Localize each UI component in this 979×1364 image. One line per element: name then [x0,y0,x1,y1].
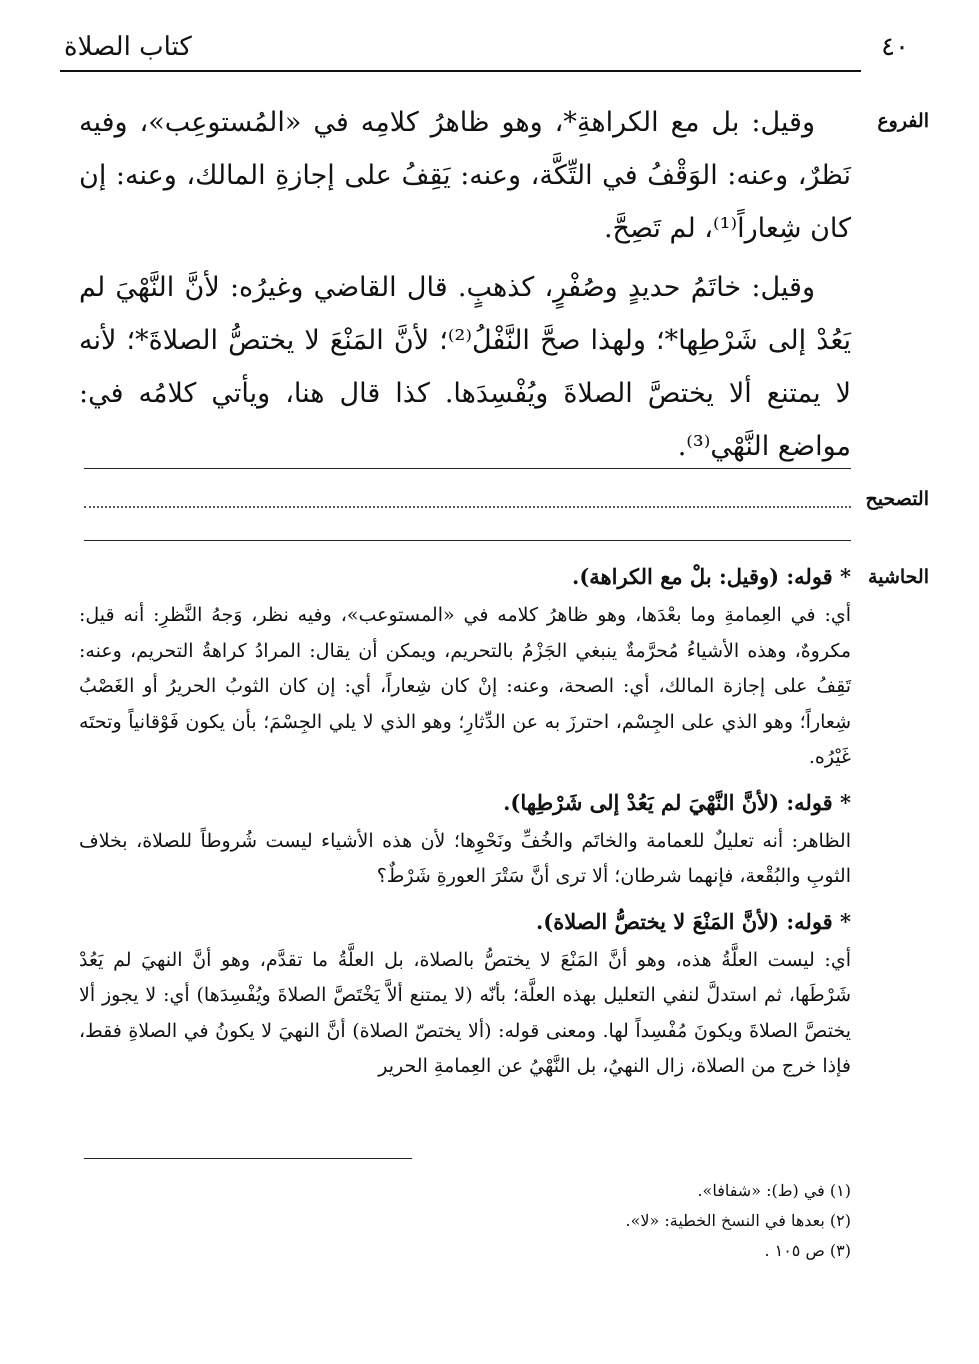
header-rule [60,70,861,72]
hashiya-text-2: الظاهر: أنه تعليلٌ للعمامة والخاتَم والخُفِّ ونَحْوِها؛ لأن هذه الأشياء ليست شُروطاً للصلاة، بخلاف الثوبِ والبُقْعة، فإنهما شرطان؛ ألا ترى أنَّ سَتْرَ العورةِ شَرْطٌ؟ [79,829,851,887]
main-paragraph-2: وقيل: خاتَمُ حديدٍ وصُفْرٍ، كذهبٍ. قال القاضي وغيرُه: لأنَّ النَّهْيَ لم يَعُدْ إلى شَرْطِها*؛ ولهذا صحَّ النَّفْلُ⁽²⁾؛ لأنَّ المَنْعَ لا يختصُّ الصلاةَ*؛ لأنه لا يمتنع ألا يختصَّ الصلاةَ ويُفْسِدَها. كذا قال هنا، ويأتي كلامُه في: مواضع النَّهْي⁽³⁾. [79,272,851,462]
hashiya-heading-2: * قوله: (لأنَّ النَّهْيَ لم يَعُدْ إلى شَرْطِها). [503,789,851,815]
page-number: ٤٠ [881,32,909,62]
main-text [79,96,851,473]
footnote-rule [84,1158,412,1159]
hashiya-commentary [79,560,851,1085]
hashiya-heading-3: * قوله: (لأنَّ المَنْعَ لا يختصُّ الصلاة). [535,908,851,934]
section-rule-bottom [84,540,851,541]
footnote-3: (٣) ص ١٠٥ . [764,1241,851,1260]
hashiya-text-3: أي: ليست العلَّةُ هذه، وهو أنَّ المَنْعَ لا يختصُّ بالصلاة، بل العلَّةُ ما تقدَّم، وهو أنَّ النهيَ لم يَعُدْ شَرْطَها، ثم استدلَّ لنفي التعليل بهذه العلَّة؛ بأنّه (لا يمتنع ألاَّ يَخْتَصَّ الصلاةَ ويُفْسِدَها) أي: لا يجوز ألا يختصَّ الصلاةَ ويكونَ مُفْسِداً لها. ومعنى قوله: (ألا يختصّ الصلاة) أنَّ النهيَ لا يكونُ في الصلاةِ فقط، فإذا خرج من الصلاة، زال النهيُ، بل النَّهْيُ عن العِمامةِ الحرير [79,948,851,1077]
footnote-2: (٢) بعدها في النسخ الخطية: «لا». [625,1211,851,1230]
running-title: كتاب الصلاة [64,32,192,62]
label-furu: الفروع [877,110,929,132]
footnotes [79,1176,851,1266]
page-header [60,32,917,68]
hashiya-heading-1: * قوله: (وقيل: بلْ مع الكراهة). [572,564,851,589]
tashih-dotted-line [84,506,851,508]
label-tashih: التصحيح [865,488,929,510]
section-rule-top [84,468,851,469]
main-paragraph-1: وقيل: بل مع الكراهةِ*، وهو ظاهرُ كلامِه في «المُستوعِب»، وفيه نَظرٌ، وعنه: الوَقْفُ في التِّكَّة، وعنه: يَقِفُ على إجازةِ المالك، وعنه: إن كان شِعاراً⁽¹⁾، لم تَصِحَّ. [79,107,851,244]
hashiya-text-1: أي: في العِمامةِ وما بعْدَها، وهو ظاهرُ كلامه في «المستوعب»، وفيه نظر، وَجهُ النَّظرِ: أنه قيل: مكروهٌ، وهذه الأشياءُ مُحرَّمةٌ ينبغي الجَزْمُ بالتحريم، ويمكن أن يقال: المرادُ كراهةُ التحريم، وعنه: تَقِفُ على إجازة المالك، أي: الصحة، وعنه: إنْ كان شِعاراً، أي: إن كان الثوبُ الحريرُ أو الغَصْبُ شِعاراً؛ وهو الذي على الجِسْم، احترزَ به عن الدِّثارِ؛ وهو الذي لا يلي الجِسْمَ؛ بأن يكون فَوْقانياً وتحتَه غَيْرُه. [79,604,851,768]
label-hashiya: الحاشية [868,566,929,588]
footnote-1: (١) في (ط): «شفافا». [697,1181,851,1200]
